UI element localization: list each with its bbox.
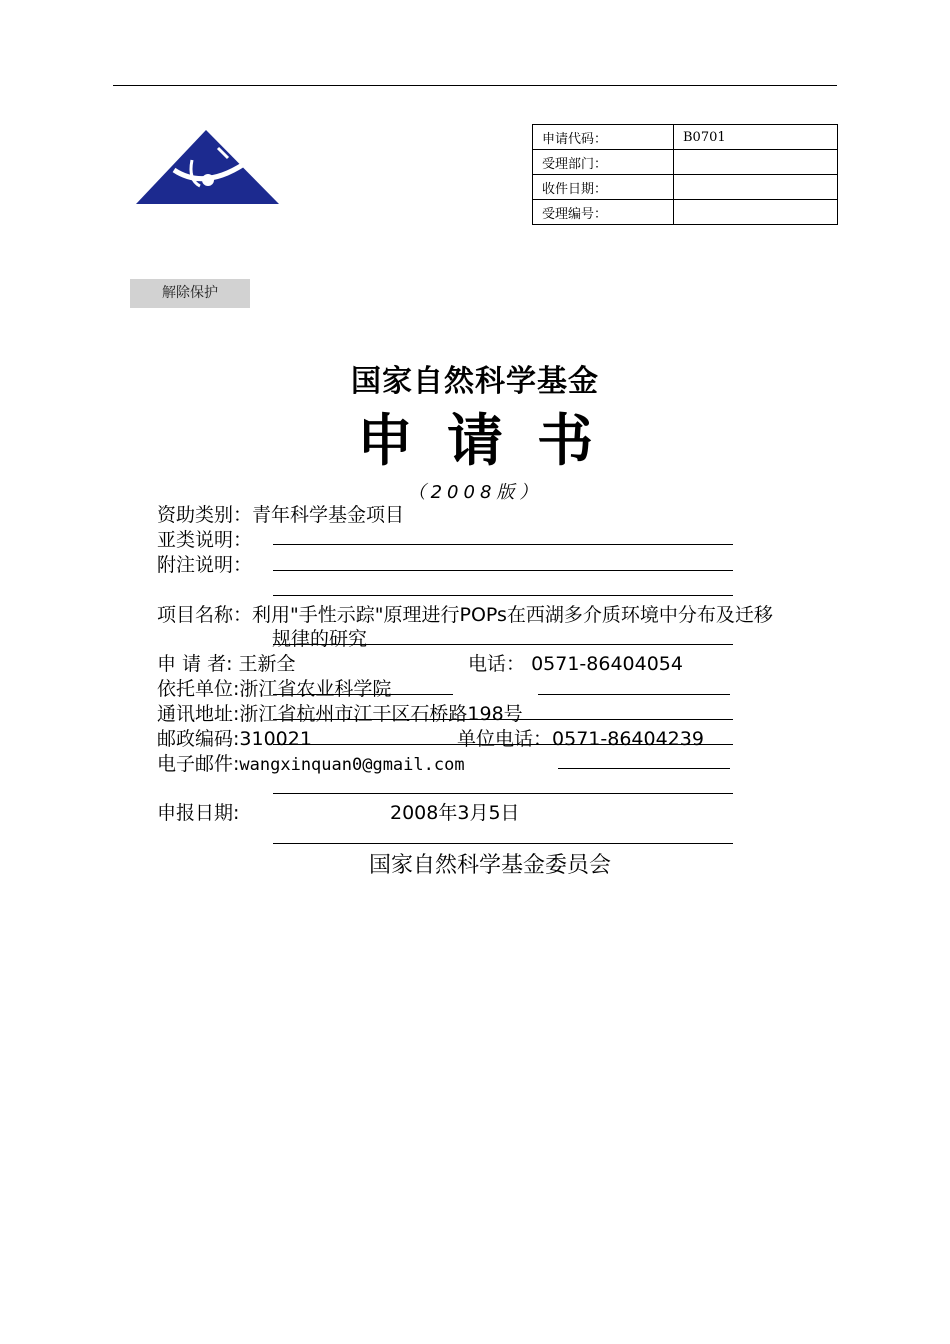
institution-value[interactable]: 浙江省农业科学院 [239, 678, 392, 700]
date-row [157, 801, 239, 825]
note-field-line-2[interactable] [273, 595, 733, 596]
postcode-label: 邮政编码: [157, 728, 240, 750]
project-name-row-2 [272, 627, 367, 651]
funding-type-label: 资助类别： [157, 504, 253, 526]
applicant-value[interactable]: 王新全 [238, 653, 296, 675]
email-label: 电子邮件: [157, 753, 240, 775]
table-row [533, 175, 838, 200]
receipt-number-label: 受理编号： [533, 200, 674, 225]
email-field-line-2 [273, 793, 733, 794]
applicant-label: 申 请 者: [157, 653, 233, 675]
note-row [157, 553, 252, 577]
applicant-row [157, 652, 296, 676]
institution-field-line-2 [538, 694, 730, 695]
address-row [157, 702, 523, 726]
email-row [157, 752, 465, 777]
project-name-value[interactable]: 利用"手性示踪"原理进行POPs在西湖多介质环境中分布及迁移 [252, 604, 773, 626]
edition-label: （2008版） [407, 482, 543, 503]
note-label: 附注说明： [157, 554, 253, 576]
postcode-field-line [273, 744, 733, 745]
note-field-line[interactable] [273, 570, 733, 571]
date-field-line [273, 843, 733, 844]
address-label: 通讯地址: [157, 703, 240, 725]
date-label: 申报日期: [157, 802, 240, 824]
postcode-row [157, 727, 312, 751]
document-title: 申请书 [357, 408, 627, 474]
email-value[interactable]: wangxinquan0@gmail.com [239, 755, 465, 775]
address-field-line [273, 719, 733, 720]
footer-org-name: 国家自然科学基金委员会 [368, 853, 611, 878]
subtype-label: 亚类说明： [157, 529, 253, 551]
date-value-row [390, 801, 520, 825]
page-title: 国家自然科学基金 [351, 364, 599, 399]
phone-value[interactable]: 0571-86404054 [531, 653, 683, 675]
code-value[interactable]: B0701 [674, 125, 838, 150]
department-value[interactable] [674, 150, 838, 175]
table-row [533, 125, 838, 150]
postcode-value[interactable]: 310021 [239, 728, 312, 750]
table-row [533, 150, 838, 175]
code-label: 申请代码： [533, 125, 674, 150]
institution-label: 依托单位: [157, 678, 240, 700]
phone-row [468, 652, 683, 676]
phone-label: 电话： [468, 653, 526, 675]
header-rule [113, 85, 837, 86]
project-name-value-2[interactable]: 规律的研究 [272, 628, 368, 650]
unprotect-button[interactable]: 解除保护 [130, 279, 250, 308]
nsfc-logo-icon [134, 128, 280, 206]
department-label: 受理部门： [533, 150, 674, 175]
application-code-table [532, 124, 838, 225]
receipt-number-value[interactable] [674, 200, 838, 225]
project-name-row [157, 603, 773, 627]
unit-phone-value[interactable]: 0571-86404239 [552, 728, 704, 750]
address-value[interactable]: 浙江省杭州市江干区石桥路198号 [239, 703, 523, 725]
institution-row [157, 677, 391, 701]
funding-type-row [157, 503, 404, 527]
subtype-field-line[interactable] [273, 544, 733, 545]
receipt-date-value[interactable] [674, 175, 838, 200]
subtype-row [157, 528, 252, 552]
project-name-label: 项目名称： [157, 604, 253, 626]
receipt-date-label: 收件日期： [533, 175, 674, 200]
unit-phone-row [457, 727, 704, 751]
funding-type-value[interactable]: 青年科学基金项目 [252, 504, 405, 526]
project-name-field-line [273, 644, 733, 645]
table-row [533, 200, 838, 225]
institution-field-line [273, 694, 453, 695]
date-value[interactable]: 2008年3月5日 [390, 802, 520, 824]
unit-phone-label: 单位电话： [457, 728, 553, 750]
email-field-line [558, 768, 730, 769]
